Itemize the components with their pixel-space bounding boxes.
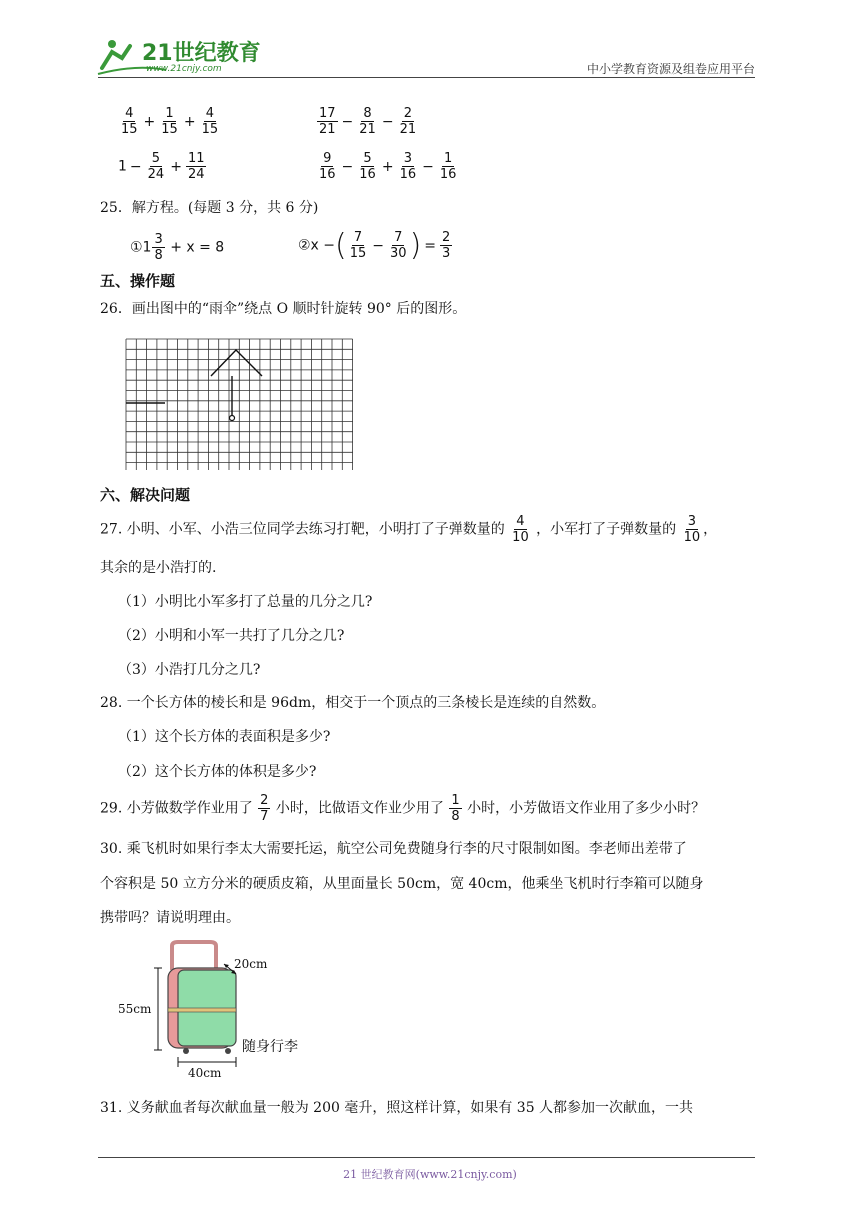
section-heading-problem-solving: 六、解决问题 — [100, 486, 191, 504]
question-28-sub1: （1）这个长方体的表面积是多少? — [118, 729, 331, 745]
height-label: 55cm — [118, 1002, 152, 1016]
footer-text: 21 世纪教育网(www.21cnjy.com) — [343, 1168, 517, 1181]
question-27: 27. 小明、小军、小浩三位同学去练习打靶，小明打了子弹数量的 $\frac{4}{10}$ ，小军打了子弹数量的 $\frac{3}{10}$ ， — [100, 514, 718, 545]
question-26: 26．画出图中的“雨伞”绕点 O 顺时针旋转 90° 后的图形。 — [100, 301, 467, 317]
calc-expression-1: $\frac{4}{15}$ + $\frac{1}{15}$ + $\frac{4}{15}$ — [121, 106, 219, 137]
width-label: 40cm — [188, 1066, 222, 1080]
carry-on-caption: 随身行李 — [242, 1039, 298, 1055]
calc-expression-2: $\frac{17}{21}$ − $\frac{8}{21}$ − $\frac{2}{21}$ — [319, 106, 417, 137]
question-31: 31. 义务献血者每次献血量一般为 200 毫升，照这样计算，如果有 35 人都参加一次献血，一共 — [100, 1100, 694, 1116]
depth-label: 20cm — [234, 957, 268, 971]
rotation-grid-figure — [115, 330, 355, 474]
section-heading-operations: 五、操作题 — [100, 272, 176, 290]
equation-2: ②x −( $\frac{7}{15}$ − $\frac{7}{30}$ ) = $\frac{2}{3}$ — [298, 228, 451, 263]
calc-expression-4: $\frac{9}{16}$ − $\frac{5}{16}$ + $\frac{3}{16}$ − $\frac{1}{16}$ — [319, 151, 457, 182]
site-logo — [96, 34, 266, 76]
calc-expression-3: 1 − $\frac{5}{24}$ + $\frac{11}{24}$ — [118, 151, 205, 182]
question-30-line3: 携带吗？请说明理由。 — [100, 910, 240, 926]
question-28: 28. 一个长方体的棱长和是 96dm，相交于一个顶点的三条棱长是连续的自然数。 — [100, 695, 606, 711]
footer-divider — [98, 1157, 755, 1158]
logo-text: 21世纪教育 — [142, 41, 261, 66]
rotation-point-o — [230, 416, 235, 421]
question-27-line2: 其余的是小浩打的. — [100, 560, 217, 576]
question-30-line1: 30. 乘飞机时如果行李太大需要托运，航空公司免费随身行李的尺寸限制如图。李老师出差带了 — [100, 841, 687, 857]
question-28-sub2: （2）这个长方体的体积是多少? — [118, 764, 317, 780]
question-27-sub3: （3）小浩打几分之几? — [118, 662, 261, 678]
logo-url: www.21cnjy.com — [146, 64, 222, 74]
question-25: 25．解方程。(每题 3 分，共 6 分) — [100, 200, 319, 216]
question-29: 29. 小芳做数学作业用了 $\frac{2}{7}$ 小时，比做语文作业少用了 $\frac{1}{8}$ 小时，小芳做语文作业用了多少小时？ — [100, 793, 706, 824]
suitcase-figure — [112, 938, 322, 1083]
header-divider — [98, 77, 755, 78]
question-30-line2: 个容积是 50 立方分米的硬质皮箱，从里面量长 50cm，宽 40cm，他乘坐飞机时行李箱可以随身 — [100, 876, 704, 892]
question-27-sub1: （1）小明比小军多打了总量的几分之几? — [118, 594, 373, 610]
equation-1: ①1 $\frac{3}{8}$ + x = 8 — [130, 232, 225, 263]
header-platform-text: 中小学教育资源及组卷应用平台 — [586, 62, 755, 76]
question-27-sub2: （2）小明和小军一共打了几分之几? — [118, 628, 345, 644]
